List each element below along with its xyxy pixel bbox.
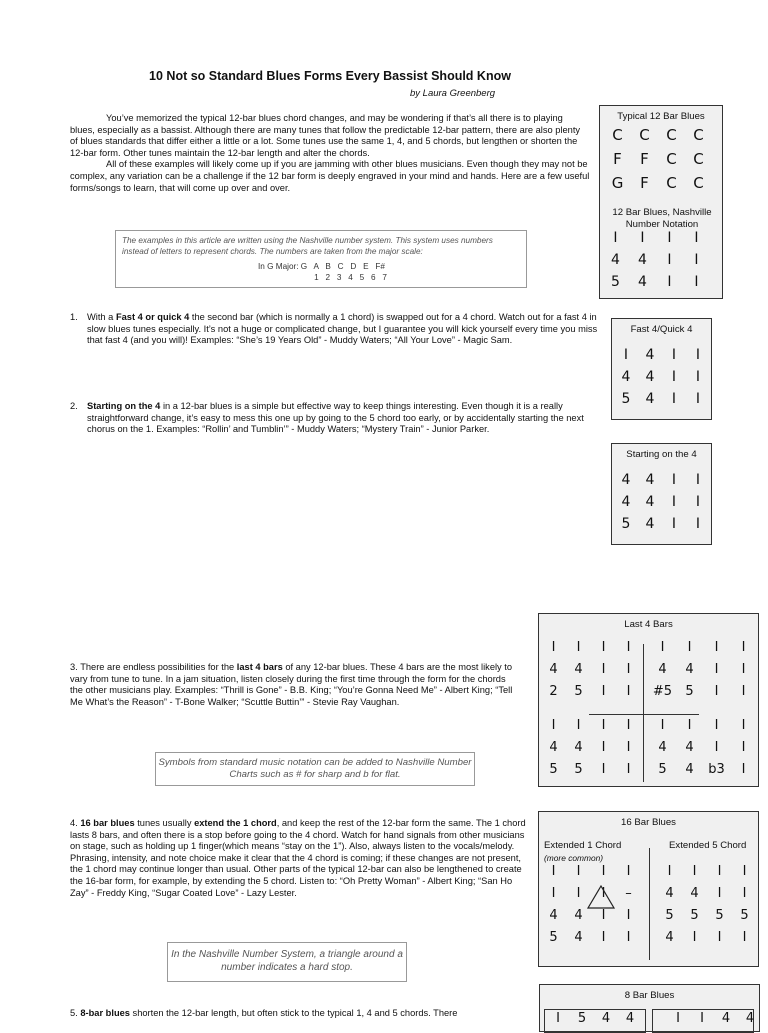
chord-cell: I [695,391,701,407]
intro-paragraph-1: You’ve memorized the typical 12-bar blues chord changes, and may be wondering if that’s all there is to playing blues, especially as a bassist. Although there are many tunes that follow the predictable 12-bar pattern, there are also plenty of blues standards that differ either a little or a lot. Some tunes use the same 1, 4, and 5 chords, but lengthen or shorten the 12-bar form. Other tunes maintain the 12-bar length and alter the chords. [70,113,581,158]
right-label: Extended 5 Chord [669,840,747,851]
chord-row [614,369,710,385]
chord-cell: 2 [549,684,558,699]
chord-cell: 4 [645,494,655,510]
chord-cell: 4 [549,662,558,677]
chord-cell: I [640,230,645,246]
chord-cell: I [667,864,672,879]
item-bold: last 4 bars [236,662,283,672]
chord-cell: 4 [611,252,620,268]
chord-row [614,494,710,510]
chord-cell: I [667,274,672,290]
chord-cell: I [626,908,631,923]
chord-cell: I [687,640,692,655]
chord-cell: I [717,930,722,945]
chord-cell: 4 [621,369,631,385]
chord-cell: I [695,516,701,532]
item-text: tunes usually [134,818,195,828]
chord-cell: 5 [549,930,558,945]
chord-cell: I [687,718,692,733]
item-text: There are endless possibilities for the [80,662,237,672]
chord-cell: 4 [574,930,583,945]
item-text: With a [87,312,116,322]
chord-cell: I [626,930,631,945]
chord-cell: I [626,864,631,879]
scale-letters: In G Major: G A B C D E F# [258,262,385,271]
chord-row [541,640,641,655]
chord-cell: F [640,150,649,168]
chord-cell: C [639,126,650,144]
chord-cell: I [742,930,747,945]
chord-row [614,516,710,532]
chord-cell: 4 [665,886,674,901]
chord-cell: I [741,762,746,777]
box-caption: Fast 4/Quick 4 [630,324,693,335]
chord-cell: 5 [574,684,583,699]
chord-row [614,472,710,488]
chord-cell: I [694,230,699,246]
chord-cell: I [695,472,701,488]
chord-cell: I [576,718,581,733]
chord-cell: I [714,684,719,699]
chord-cell: 4 [721,1011,731,1026]
chord-cell: I [601,930,606,945]
chord-cell: C [693,174,704,192]
chord-cell: 4 [690,886,699,901]
chord-cell: 4 [685,762,694,777]
chord-row [657,930,757,945]
chord-cell: I [695,347,701,363]
chord-cell: I [667,252,672,268]
chord-cell: I [660,718,665,733]
chart-box-last-4-bars [538,613,759,787]
chart-box-fast-4 [611,318,712,420]
chord-cell: 4 [638,274,647,290]
chord-cell: 4 [685,740,694,755]
chord-cell: I [694,274,699,290]
chord-cell: I [741,718,746,733]
chord-cell: I [676,1011,680,1026]
chord-cell: I [692,930,697,945]
list-item [70,818,530,899]
list-item [70,401,600,436]
chord-cell: I [601,908,606,923]
item-number: 3. [70,662,78,672]
chord-row [657,886,757,901]
box-caption-nashville: 12 Bar Blues, Nashville Number Notation [612,207,712,230]
chord-row [602,230,710,246]
chord-cell: I [601,740,606,755]
chord-cell: 5 [690,908,699,923]
chord-cell: 4 [658,740,667,755]
byline: by Laura Greenberg [410,88,496,99]
chord-cell: 4 [685,662,694,677]
chord-cell: I [551,886,556,901]
chord-cell: I [741,662,746,677]
chord-cell: 4 [645,472,655,488]
item-text: in a 12-bar blues is a simple but effective way to keep things interesting. Even though it is a really straightforward change, it’s easy to mess this one up by going to the 5 chord too early, or by accidentally starting the next chorus on the 1. Examples: “Rollin’ and Tumblin’” - Muddy Waters; “Mystery Train” - Junior Parker. [87,401,584,435]
item-bold: 8-bar blues [80,1008,130,1018]
chord-cell: 4 [645,391,655,407]
chart-box-8-bar [539,984,760,1032]
chord-cell: I [717,864,722,879]
box-caption: Last 4 Bars [624,619,673,630]
chord-cell: F [613,150,622,168]
item-number: 2. [70,401,78,411]
chord-row [541,864,641,879]
chord-cell: I [551,718,556,733]
chord-cell: I [741,684,746,699]
chord-cell: 5 [685,684,694,699]
chord-cell: I [692,864,697,879]
box-caption: Typical 12 Bar Blues [617,111,705,122]
chord-row [649,662,757,677]
chord-row [604,174,712,192]
chord-cell: 4 [625,1011,635,1026]
divider [643,644,644,782]
chord-cell: 5 [740,908,749,923]
chord-row [541,740,641,755]
chord-row [657,864,757,879]
chord-cell: F [640,174,649,192]
chord-cell: I [660,640,665,655]
item-bold: Fast 4 or quick 4 [115,312,190,322]
chord-row [541,662,641,677]
item-text: the second bar (which is normally a 1 chord) is swapped out for a 4 chord. Watch out for a fast 4 in slow blues tunes especially. It’s not a huge or complicated change, but I guarantee you will kick yourself every time you miss that fast 4 (and you will)! Examples: “She’s 19 Years Old” - Muddy Waters; “All Your Love” - Magic Sam. [87,312,598,346]
chord-cell: I [576,640,581,655]
chord-row [649,684,757,699]
chord-row [649,718,757,733]
chord-cell: I [742,886,747,901]
chord-cell: 5 [611,274,620,290]
chord-cell: I [700,1011,704,1026]
chord-cell: 5 [577,1011,587,1026]
chord-cell: I [671,472,677,488]
item-number: 4. [70,818,78,828]
left-sublabel: (more common) [544,853,604,863]
chord-cell: – [625,886,632,901]
chord-cell: I [695,369,701,385]
divider [589,714,699,715]
chord-cell: G [611,174,624,192]
chart-box-16-bar [538,811,759,967]
chord-cell: I [623,347,629,363]
chord-row [604,150,712,168]
box-caption: Starting on the 4 [626,449,697,460]
chord-cell: 4 [638,252,647,268]
chord-cell: I [694,252,699,268]
item-text: of any 12-bar blues. These 4 bars are the most likely to vary from tune to tune. In a jam situation, listen closely during the first time through the form for the chords the other musicians play. Examples: “Thrill is Gone” - B.B. King; “You’re Gonna Need Me” - Albert King; “Tell Me What’s the Reason” - T-Bone Walker; “Scuttle Buttin’” - Stevie Ray Vaughan. [70,662,513,707]
list-item [70,1008,530,1020]
chord-row [541,718,641,733]
chord-cell: 4 [621,494,631,510]
chord-cell: I [671,369,677,385]
chord-cell: I [601,864,606,879]
chord-cell: I [556,1011,560,1026]
list-item [70,312,600,347]
chord-row [657,908,757,923]
chord-cell: C [612,126,623,144]
chord-cell: I [576,886,581,901]
box-caption: 16 Bar Blues [621,817,676,828]
chord-cell: I [714,718,719,733]
list-item [70,662,520,708]
chord-cell: b3 [708,762,725,777]
chord-cell: #5 [652,684,673,699]
chord-cell: C [666,126,677,144]
chord-cell: I [626,662,631,677]
chord-cell: I [601,684,606,699]
chord-cell: 4 [665,930,674,945]
chord-cell: 4 [658,662,667,677]
left-label: Extended 1 Chord [544,840,622,851]
chord-cell: C [693,126,704,144]
chord-cell: I [576,864,581,879]
chord-cell: 5 [621,516,631,532]
chord-cell: I [626,762,631,777]
chord-cell: C [666,150,677,168]
chord-row [602,252,710,268]
chord-cell: I [741,740,746,755]
intro-paragraph-2: All of these examples will likely come up if you are jamming with other blues musicians. Even though they may not be complex, any variation can be a challenge if the 12 bar form is deeply engraved in your mind and hands. Here are a few useful forms/songs to learn, that will come up over and over. [70,159,590,193]
chord-cell: 5 [658,762,667,777]
chord-cell: 4 [645,516,655,532]
scale-numbers: 1 2 3 4 5 6 7 [314,273,387,282]
item-bold: 16 bar blues [80,818,135,828]
chord-cell: I [601,718,606,733]
nashville-note [115,230,527,288]
chord-row [604,126,712,144]
chord-cell: I [671,516,677,532]
chord-cell: I [601,640,606,655]
chord-cell: 4 [574,740,583,755]
item-bold: extend the 1 chord [194,818,277,828]
chord-cell: 5 [549,762,558,777]
chord-row [614,347,710,363]
page-title: 10 Not so Standard Blues Forms Every Bassist Should Know [149,69,511,83]
chord-cell: 4 [549,908,558,923]
chord-cell: I [626,718,631,733]
chord-cell: I [671,494,677,510]
chord-cell: 5 [621,391,631,407]
divider [649,848,650,960]
item-text: shorten the 12-bar length, but often stick to the typical 1, 4 and 5 chords. There [129,1008,458,1018]
chord-cell: I [714,740,719,755]
chord-cell: I [717,886,722,901]
symbols-note: Symbols from standard music notation can be added to Nashville Number Charts such as # for sharp and b for flat. [155,752,475,786]
item-number: 5. [70,1008,78,1018]
chord-cell: 4 [645,369,655,385]
chord-cell: I [551,640,556,655]
item-text: , and keep the rest of the 12-bar form the same. The 1 chord lasts 8 bars, and often there is a stop before going to the 4 chord. Watch for hand signals from other musicians on stage, such as holding up 1 finger(which means “stay on the 1”). Also, always listen to the vocals/melody. Phrasing, intensity, and note choice make it clear that the 4 chord is coming; if these changes are not present, the 1 chord may continue longer than usual. Other parts of the typical 12-bar can also be lengthened to create the 16-bar form, for example, by extending the 5 chord. Listen to: “Oh Pretty Woman” - Albert King; “San Ho Zay” - Freddy King, “Sugar Coated Love” - Lazy Lester. [70,818,526,898]
triangle-note: In the Nashville Number System, a triangle around a number indicates a hard stop. [167,942,407,982]
chord-cell: I [601,762,606,777]
chord-cell: I [626,740,631,755]
chord-row [602,274,710,290]
chord-cell: I [601,886,606,901]
chord-cell: I [741,640,746,655]
chord-cell: I [613,230,618,246]
chord-cell: I [742,864,747,879]
chord-cell: I [714,640,719,655]
chord-cell: 4 [621,472,631,488]
item-bold: Starting on the 4 [87,401,161,411]
chord-cell: I [671,391,677,407]
chord-cell: 5 [665,908,674,923]
chord-cell: I [714,662,719,677]
chord-row [649,640,757,655]
chord-cell: I [551,864,556,879]
box-caption: 8 Bar Blues [624,990,675,1001]
chord-cell: 4 [574,908,583,923]
chord-cell: C [666,174,677,192]
chord-cell: 5 [574,762,583,777]
chord-row [541,908,641,923]
chord-cell: 4 [601,1011,611,1026]
intro [70,113,590,194]
chord-row [541,930,641,945]
chord-row [649,762,757,777]
chord-cell: I [667,230,672,246]
nashville-note-text: The examples in this article are written using the Nashville number system. This system uses numbers instead of letters to represent chords. The numbers are taken from the major scale: [122,236,493,256]
chord-cell: 4 [574,662,583,677]
chord-cell: I [626,684,631,699]
chord-cell: I [626,640,631,655]
item-number: 1. [70,312,78,322]
chord-cell: C [693,150,704,168]
chord-cell: I [695,494,701,510]
chord-cell: 4 [745,1011,755,1026]
triangle-stop-icon [586,884,616,910]
chart-box-typical-12-bar [599,105,723,299]
chord-row [614,391,710,407]
chord-cell: 4 [645,347,655,363]
chord-cell: I [601,662,606,677]
chord-row [541,684,641,699]
chord-cell: I [671,347,677,363]
chart-box-starting-on-4 [611,443,712,545]
chord-row [541,762,641,777]
chord-row [649,740,757,755]
chord-cell: 4 [549,740,558,755]
chord-cell: 5 [715,908,724,923]
